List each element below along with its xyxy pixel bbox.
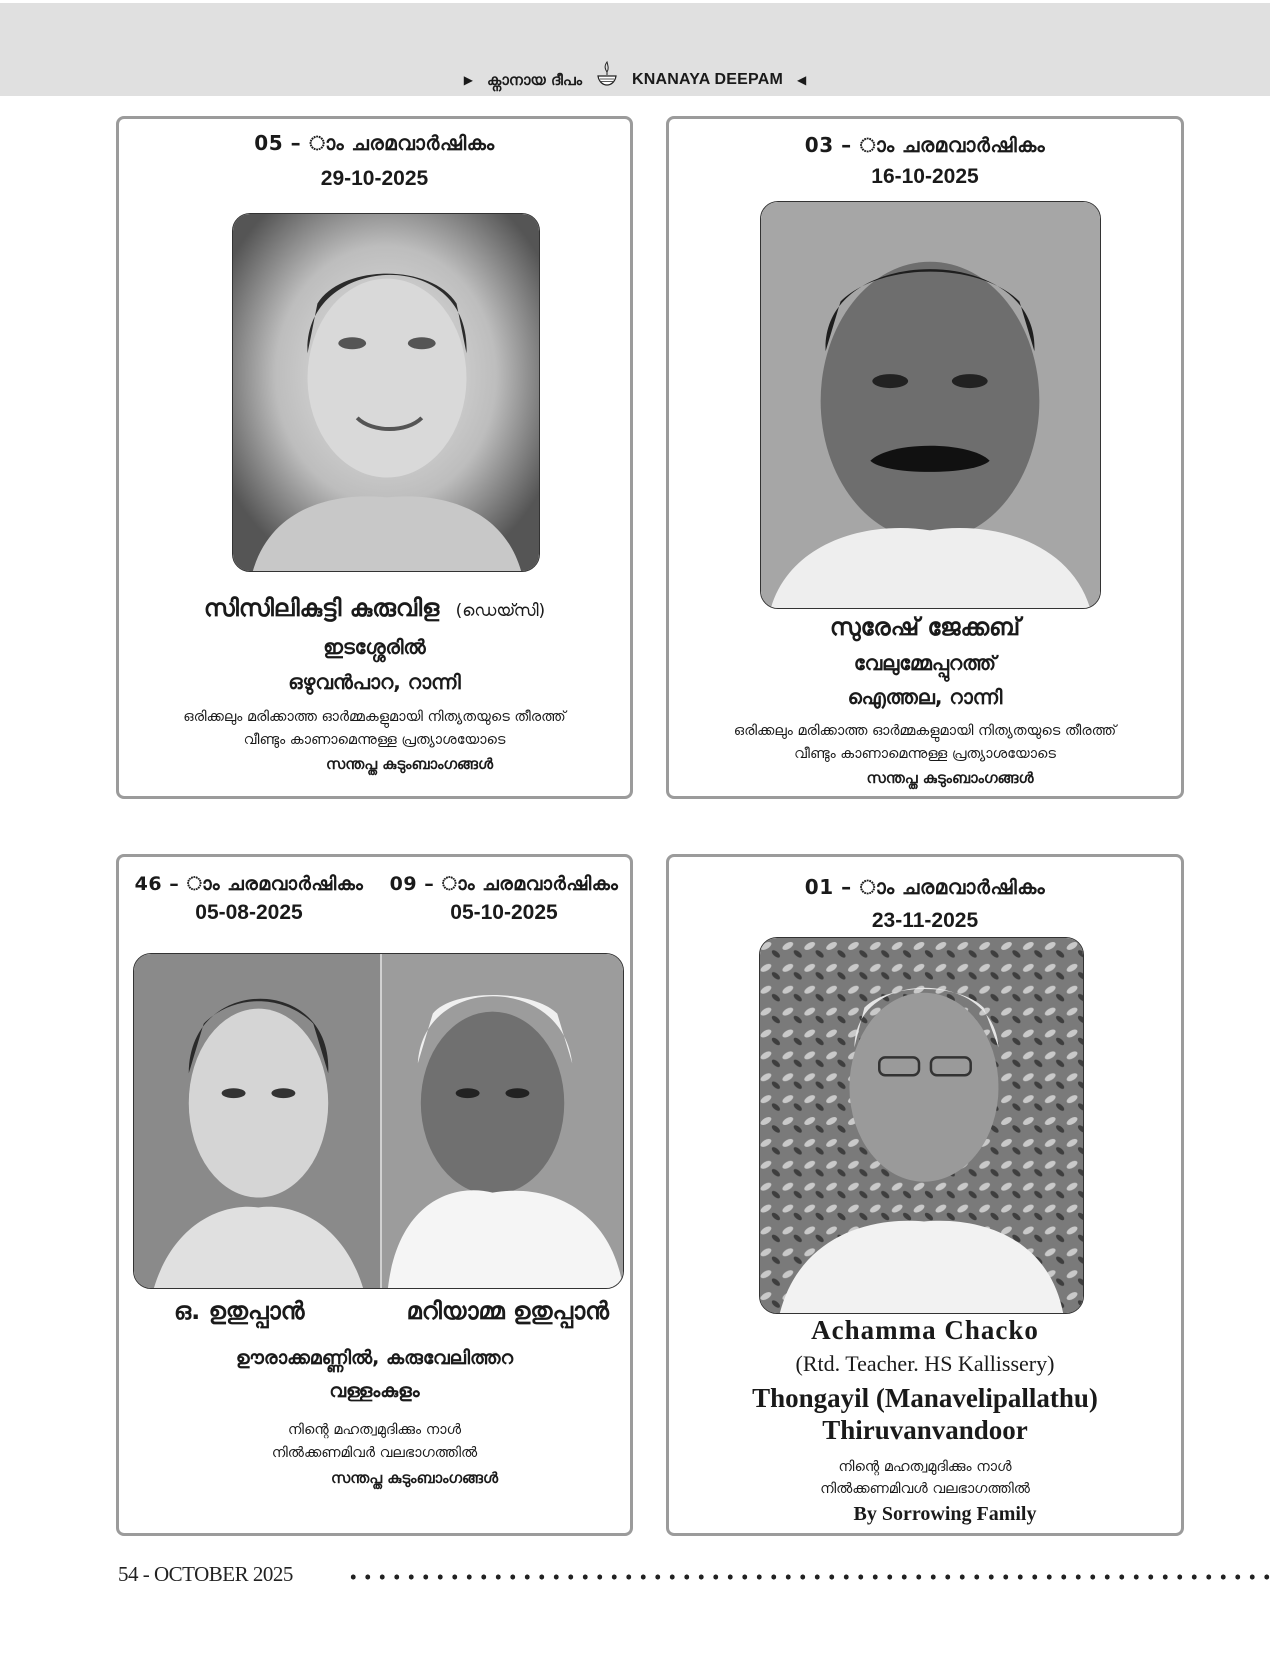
nickname: (ഡെയ്സി) xyxy=(455,601,546,621)
portrait-photo xyxy=(759,937,1084,1314)
place-name: ഐത്തല, റാന്നി xyxy=(847,685,1003,709)
deceased-name: സിസിലികുട്ടി കുരുവിള (ഡെയ്സി) xyxy=(203,594,546,622)
portrait-photo xyxy=(232,213,540,572)
signature: By Sorrowing Family xyxy=(853,1503,1037,1525)
designation: (Rtd. Teacher. HS Kallissery) xyxy=(795,1351,1055,1376)
verse-line-1: നിന്റെ മഹത്വമുദിക്കും നാൾ xyxy=(838,1459,1012,1475)
masthead-title-english: KNANAYA DEEPAM xyxy=(632,71,783,88)
right-anniversary-block xyxy=(374,873,634,925)
deceased-name-left: ഒ. ഉതുപ്പാൻ xyxy=(174,1297,305,1325)
house-name: ഊരാക്കമണ്ണിൽ, കരുവേലിത്തറ xyxy=(235,1347,514,1369)
deceased-name-right: മറിയാമ്മ ഉതുപ്പാൻ xyxy=(406,1297,609,1325)
anniversary-label: 03 – ാം ചരമവാർഷികം xyxy=(804,133,1046,157)
oil-lamp-icon xyxy=(596,60,618,88)
masthead xyxy=(0,68,1270,92)
signature: സന്തപ്ത കുടുംബാംഗങ്ങൾ xyxy=(330,1469,499,1487)
obituary-card-2 xyxy=(666,116,1184,799)
verse-line-1: ഒരിക്കലും മരിക്കാത്ത ഓർമ്മകളുമായി നിത്യതയുടെ തീരത്ത് xyxy=(183,709,566,725)
left-pointer-icon: ◀ xyxy=(796,73,807,87)
obituary-card-1 xyxy=(116,116,633,799)
anniversary-date: 29-10-2025 xyxy=(320,167,429,190)
deceased-name: സുരേഷ് ജേക്കബ് xyxy=(829,613,1021,641)
verse-line-2: നിൽക്കണമിവൾ വലഭാഗത്തിൽ xyxy=(820,1481,1030,1497)
masthead-title-malayalam: ക്നാനായ ദീപം xyxy=(487,71,582,89)
house-name: ഇടശ്ശേരിൽ xyxy=(323,635,426,659)
anniversary-label: 09 – ാം ചരമവാർഷികം xyxy=(389,873,619,895)
left-anniversary-block xyxy=(119,873,379,925)
double-portrait-photo xyxy=(133,953,624,1289)
anniversary-label: 01 – ാം ചരമവാർഷികം xyxy=(804,875,1046,899)
deceased-name: Achamma Chacko xyxy=(811,1315,1039,1345)
anniversary-date: 16-10-2025 xyxy=(871,165,979,188)
house-name: Thongayil (Manavelipallathu) xyxy=(752,1383,1098,1413)
right-pointer-icon: ▶ xyxy=(463,73,473,87)
anniversary-date: 05-10-2025 xyxy=(450,901,558,924)
house-name: വേലുമ്മേപ്പുറത്ത് xyxy=(853,651,997,675)
portrait-photo xyxy=(760,201,1101,609)
anniversary-date: 23-11-2025 xyxy=(871,909,979,932)
signature: സന്തപ്ത കുടുംബാംഗങ്ങൾ xyxy=(866,769,1034,787)
obituary-card-4 xyxy=(666,854,1184,1536)
dotted-rule xyxy=(346,1574,1270,1580)
place-name: വള്ളംകുളം xyxy=(329,1380,420,1402)
verse-line-2: വീണ്ടും കാണാമെന്നുള്ള പ്രത്യാശയോടെ xyxy=(243,732,506,748)
verse-line-2: നിൽക്കണമിവർ വലഭാഗത്തിൽ xyxy=(271,1445,478,1461)
anniversary-label: 46 – ാം ചരമവാർഷികം xyxy=(134,873,364,895)
verse-line-2: വീണ്ടും കാണാമെന്നുള്ള പ്രത്യാശയോടെ xyxy=(794,746,1056,762)
signature: സന്തപ്ത കുടുംബാംഗങ്ങൾ xyxy=(325,755,494,773)
names-row xyxy=(169,1297,609,1325)
anniversary-date: 05-08-2025 xyxy=(195,901,303,924)
obituary-card-3 xyxy=(116,854,633,1536)
verse-line-1: നിന്റെ മഹത്വമുദിക്കും നാൾ xyxy=(287,1422,462,1438)
page-footer-label: 54 - OCTOBER 2025 xyxy=(118,1562,293,1586)
place-name: ഒഴുവൻപാറ, റാന്നി xyxy=(288,670,461,694)
place-name: Thiruvanvandoor xyxy=(822,1415,1028,1445)
anniversary-label: 05 – ാം ചരമവാർഷികം xyxy=(254,131,495,155)
verse-line-1: ഒരിക്കലും മരിക്കാത്ത ഓർമ്മകളുമായി നിത്യതയുടെ തീരത്ത് xyxy=(733,723,1117,739)
